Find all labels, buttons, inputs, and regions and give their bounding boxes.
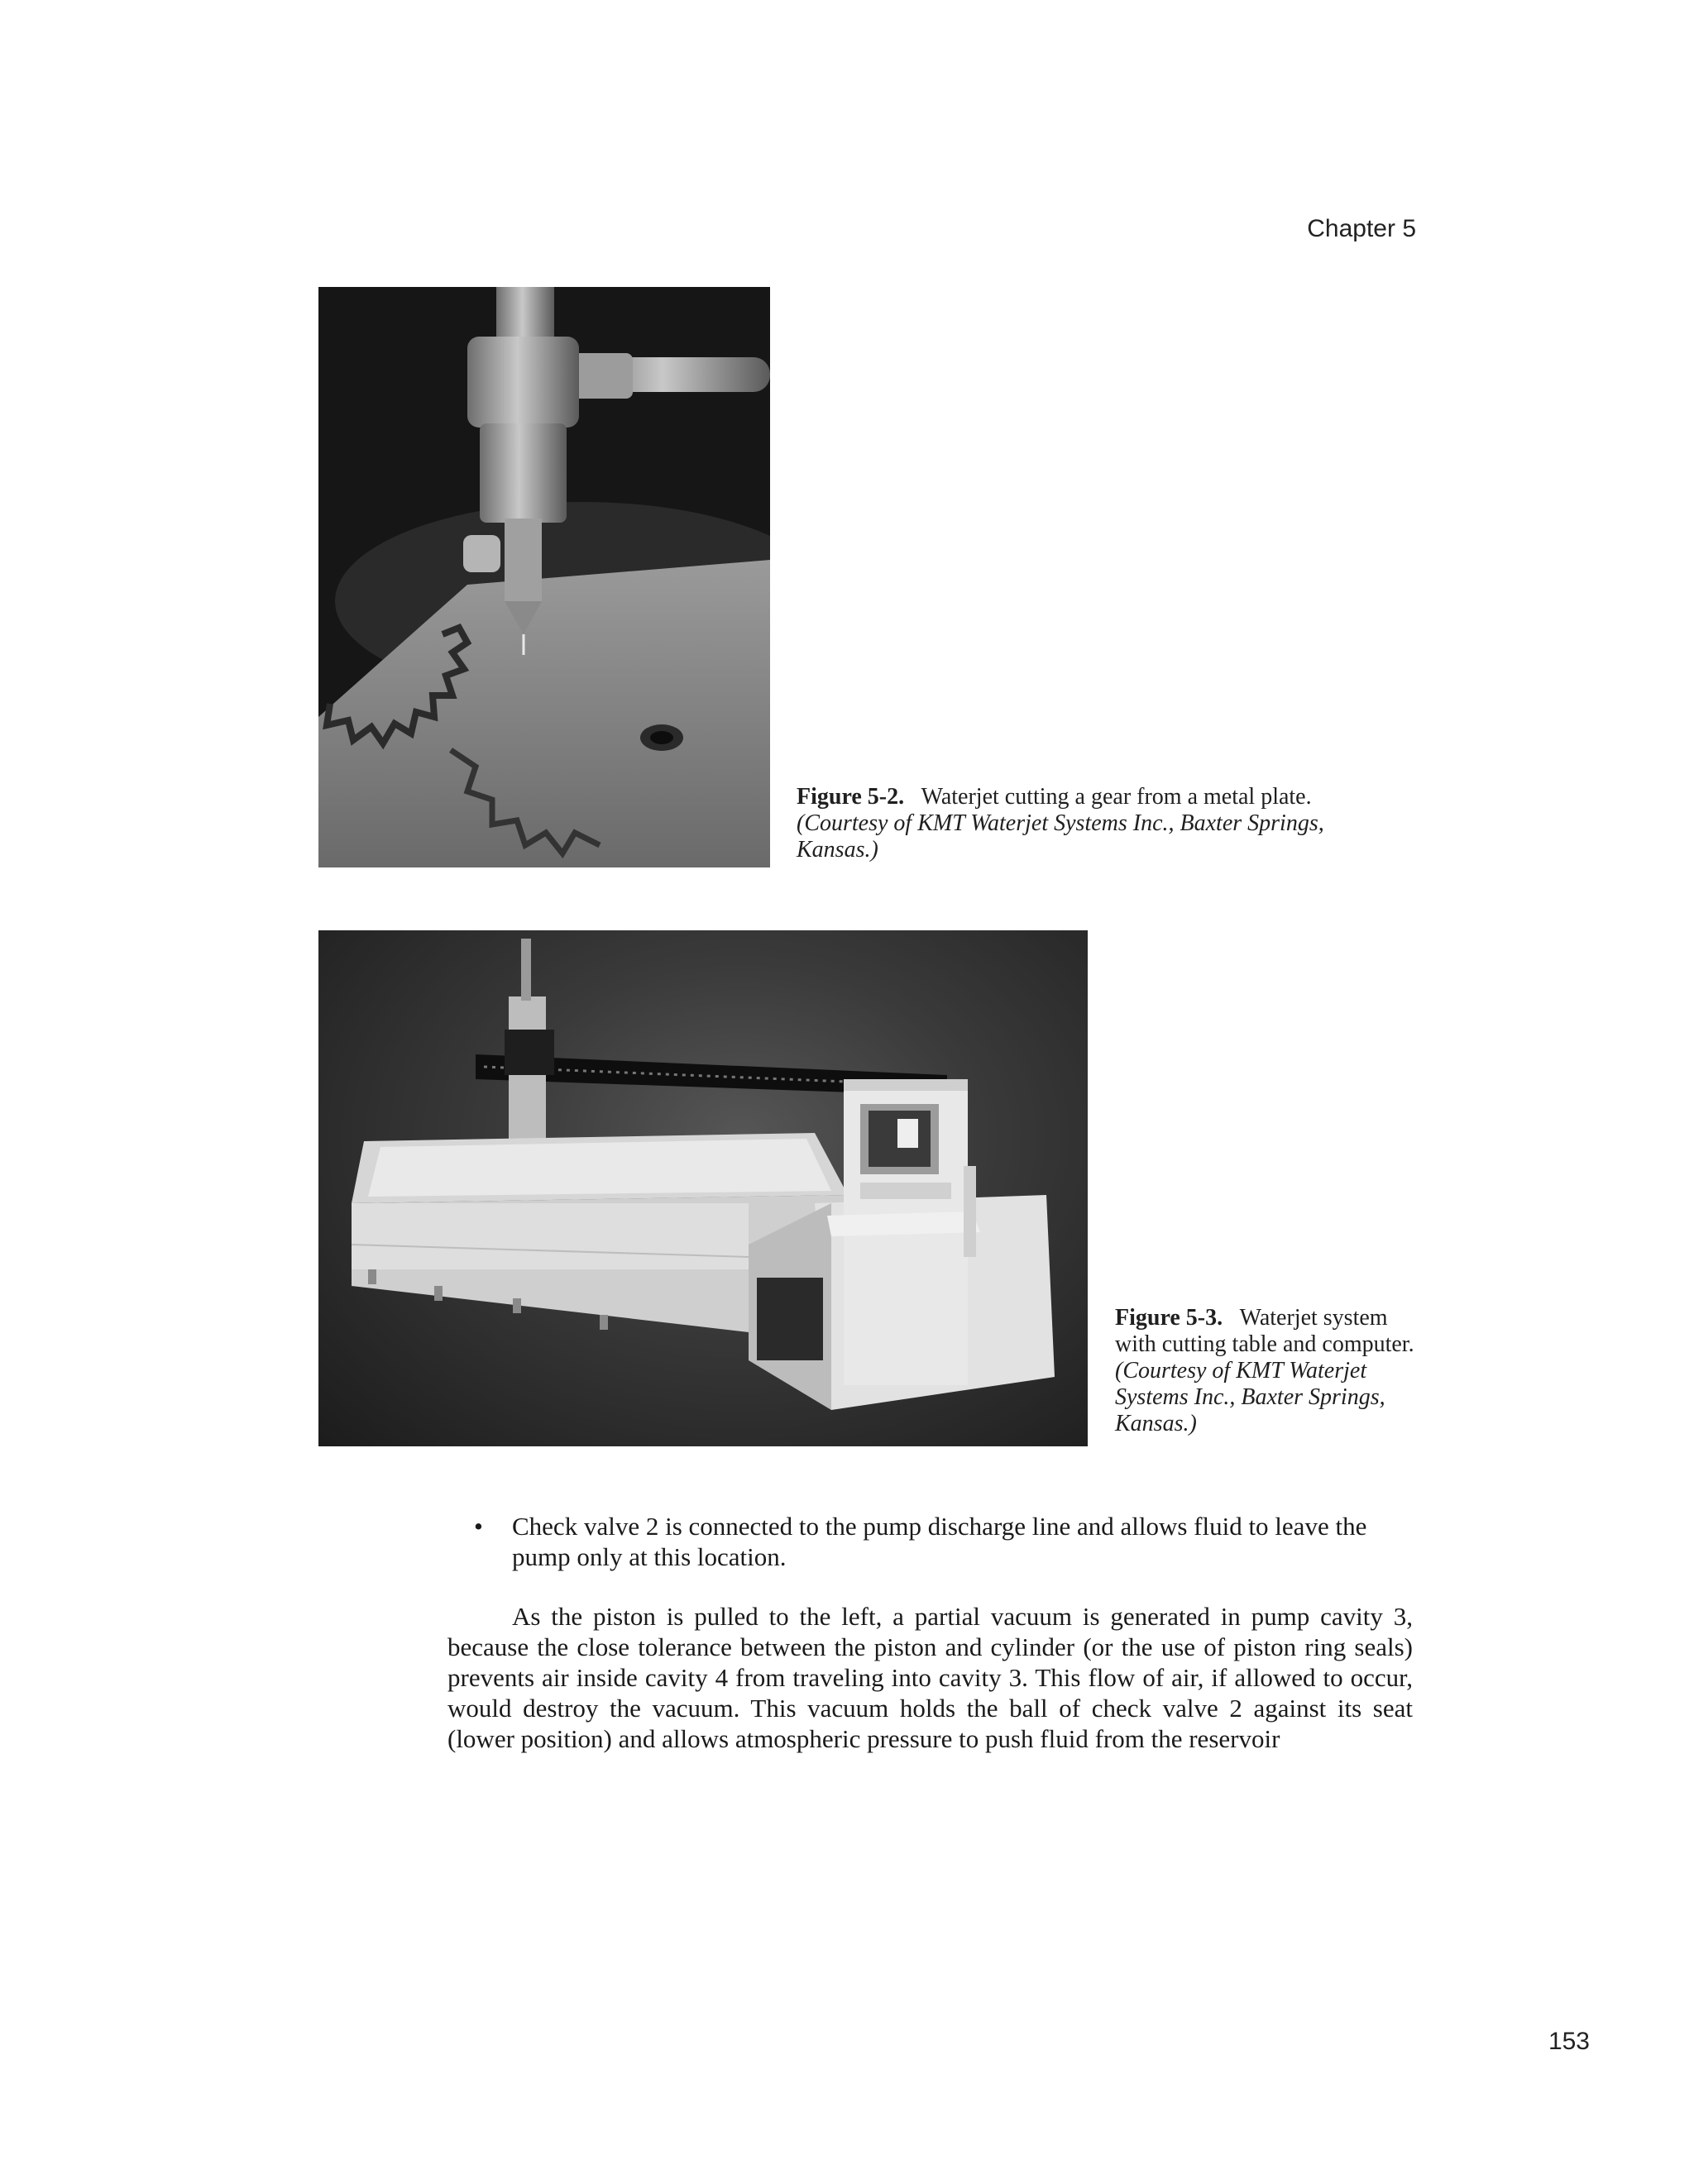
figure-5-3-photo	[318, 930, 1088, 1446]
figure-5-2-photo	[318, 287, 770, 867]
figure-label: Figure 5-2.	[797, 784, 905, 810]
running-head: Chapter 5	[1307, 215, 1416, 242]
figure-caption-text: Waterjet system with cutting table and computer.	[1115, 1305, 1414, 1357]
figure-5-3-caption	[1115, 1305, 1429, 1437]
body-paragraph: As the piston is pulled to the left, a partial vacuum is generated in pump cavity 3, because the close tolerance between the piston and cylinder (or the use of piston ring seals) prevents air inside cavity 4 from traveling into cavity 3. This flow of air, if allowed to occur, would destroy the vacuum. This vacuum holds the ball of check valve 2 against its seat (lower position) and allows atmospheric pressure to push fluid from the reservoir	[447, 1602, 1413, 1753]
figure-credit: (Courtesy of KMT Waterjet Systems Inc., Baxter Springs, Kansas.)	[1115, 1358, 1385, 1436]
figure-credit: (Courtesy of KMT Waterjet Systems Inc., Baxter Springs, Kansas.)	[797, 810, 1324, 863]
bullet-list	[447, 1511, 1413, 1572]
bullet-dot: •	[474, 1512, 483, 1541]
figure-label: Figure 5-3.	[1115, 1305, 1223, 1331]
list-item	[447, 1511, 1413, 1572]
page-number: 153	[1548, 2028, 1590, 2055]
figure-5-2-caption	[797, 784, 1409, 863]
figure-caption-text: Waterjet cutting a gear from a metal plate.	[921, 784, 1312, 810]
list-item-text: Check valve 2 is connected to the pump discharge line and allows fluid to leave the pump only at this location.	[512, 1512, 1367, 1571]
